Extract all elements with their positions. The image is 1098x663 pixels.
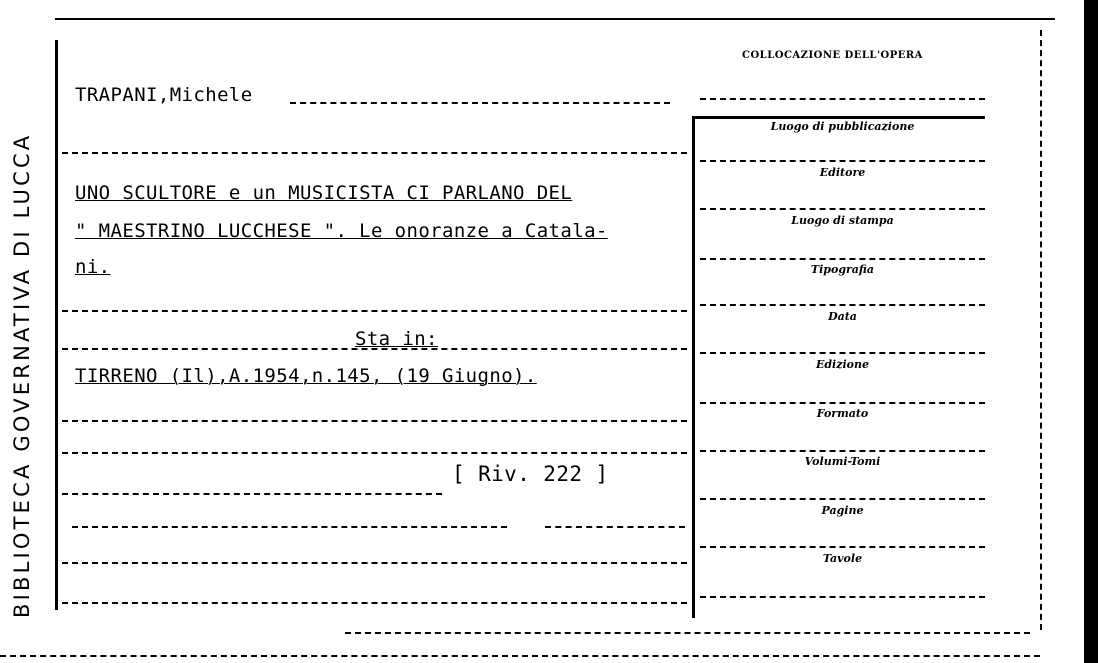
collocazione-line: [700, 352, 985, 354]
collocazione-line: [700, 304, 985, 306]
ruled-line: [62, 310, 687, 312]
ruled-line: [290, 102, 670, 104]
card-right-border: [1040, 30, 1042, 630]
collocazione-line: [700, 402, 985, 404]
field-edizione: Edizione: [815, 358, 869, 371]
field-editore: Editore: [819, 166, 866, 179]
title-line-2: " MAESTRINO LUCCHESE ". Le onoranze a Catala-: [75, 220, 608, 242]
collocazione-line: [692, 116, 985, 119]
field-tipografia: Tipografia: [810, 263, 875, 276]
scan-edge: [1084, 0, 1098, 663]
collocazione-divider: [692, 118, 695, 618]
collocazione-line: [700, 258, 985, 260]
collocazione-heading: COLLOCAZIONE DELL'OPERA: [742, 50, 923, 61]
ruled-line: [62, 493, 442, 495]
collocazione-line: [700, 98, 985, 100]
card-top-border: [55, 18, 1055, 20]
ruled-line: [62, 452, 687, 454]
author-name: TRAPANI,Michele: [75, 84, 253, 106]
title-line-1: UNO SCULTORE e un MUSICISTA CI PARLANO DEL: [75, 182, 573, 204]
collocazione-line: [700, 208, 985, 210]
shelfmark: [ Riv. 222 ]: [452, 462, 609, 486]
title-line-3: ni.: [75, 256, 111, 278]
ruled-line: [72, 526, 507, 528]
collocazione-line: [700, 450, 985, 452]
source-citation: TIRRENO (Il),A.1954,n.145, (19 Giugno).: [75, 365, 537, 387]
collocazione-line: [700, 498, 985, 500]
collocazione-line: [700, 160, 985, 162]
card-bottom-border: [345, 632, 1030, 634]
field-pagine: Pagine: [821, 504, 864, 517]
ruled-line: [545, 526, 685, 528]
library-label: BIBLIOTECA GOVERNATIVA DI LUCCA: [10, 132, 34, 618]
ruled-line: [62, 602, 687, 604]
ruled-line: [62, 562, 687, 564]
sta-in-label: Sta in:: [355, 328, 438, 350]
field-luogo-pubblicazione: Luogo di pubblicazione: [770, 120, 915, 133]
field-tavole: Tavole: [822, 552, 863, 565]
card-left-border: [55, 40, 58, 610]
field-data: Data: [828, 310, 857, 323]
field-luogo-stampa: Luogo di stampa: [791, 214, 894, 227]
field-volumi-tomi: Volumi-Tomi: [804, 455, 881, 468]
card-bottom-edge: [0, 655, 1040, 657]
collocazione-line: [700, 596, 985, 598]
ruled-line: [62, 420, 687, 422]
ruled-line: [62, 152, 687, 154]
collocazione-line: [700, 546, 985, 548]
field-formato: Formato: [816, 407, 869, 420]
